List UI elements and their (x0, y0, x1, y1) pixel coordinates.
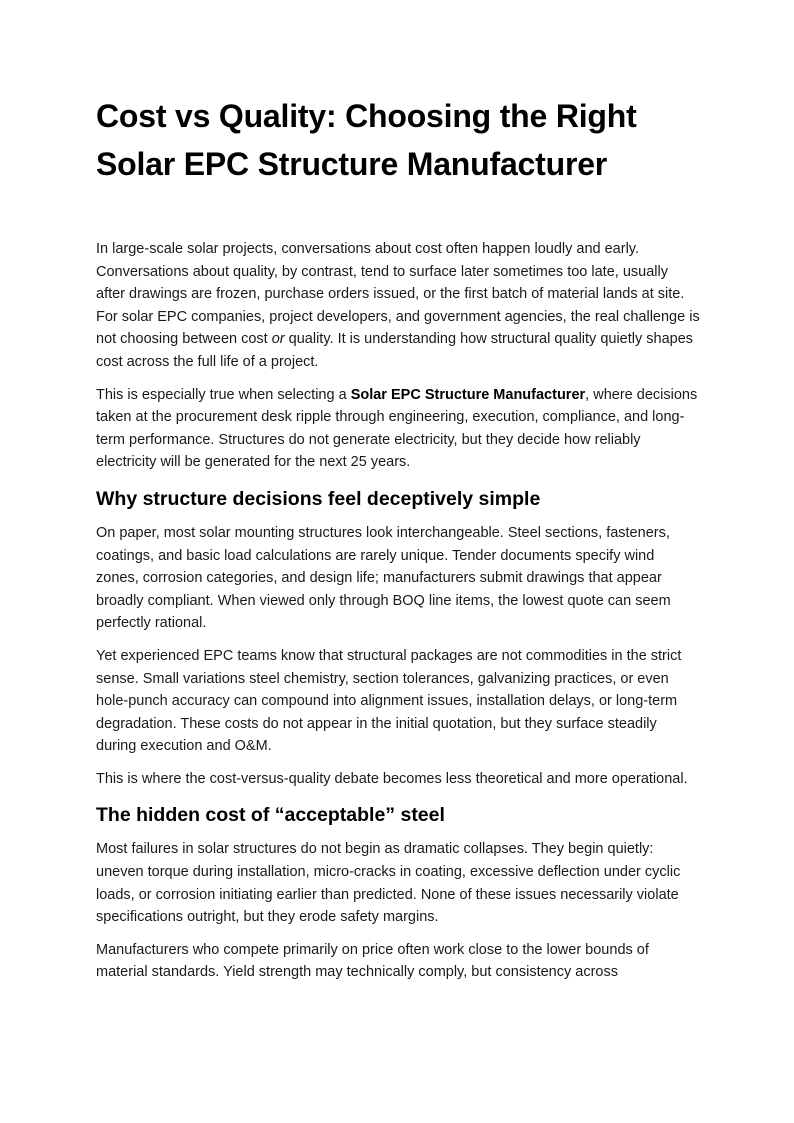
section2-paragraph-1: Most failures in solar structures do not begin as dramatic collapses. They begin quietly: uneven torque during installation, micro-cracks in coating, excessive deflection under cyclic loads, or corrosion initiating earlier than predicted. None of these issues necessarily violate specifications outright, but they erode safety margins. (96, 841, 681, 926)
intro-text: , where decisions taken at the procurement desk ripple through engineering, execution, compliance, and long-term performance. Structures do not generate electricity, but they decide how reliably electricity will be generated for the next 25 years. (96, 386, 698, 471)
document-page (96, 92, 700, 984)
intro-paragraph-2 (96, 384, 700, 474)
section-heading-1: Why structure decisions feel deceptively simple (96, 487, 541, 510)
intro-paragraph-1 (96, 238, 700, 374)
spacer (96, 635, 700, 645)
section-heading-2: The hidden cost of “acceptable” steel (96, 804, 445, 827)
section1-paragraph-2: Yet experienced EPC teams know that structural packages are not commodities in the strict sense. Small variations steel chemistry, section tolerances, galvanizing practices, or even hole-punch accuracy can compound into alignment issues, installation delays, or long-term degradation. These costs do not appear in the initial quotation, but they surface steadily during execution and O&M. (96, 647, 682, 755)
spacer (96, 374, 700, 384)
spacer (96, 790, 700, 802)
section1-paragraph-1: On paper, most solar mounting structures look interchangeable. Steel sections, fasteners, coatings, and basic load calculations are rarely unique. Tender documents specify wind zones, corrosion categories, and design life; manufacturers submit drawings that appear broadly compliant. When viewed only through BOQ line items, the lowest quote can seem perfectly rational. (96, 524, 671, 632)
spacer (96, 828, 700, 838)
spacer (96, 188, 700, 238)
section2-paragraph-2: Manufacturers who compete primarily on price often work close to the lower bounds of material standards. Yield strength may technically comply, but consistency across (96, 941, 649, 981)
emphasis-text: or (271, 331, 285, 348)
spacer (96, 474, 700, 486)
bold-keyword: Solar EPC Structure Manufacturer (350, 386, 586, 403)
intro-text: This is especially true when selecting a (96, 386, 351, 403)
spacer (96, 758, 700, 768)
spacer (96, 512, 700, 522)
page-title: Cost vs Quality: Choosing the Right Solar EPC Structure Manufacturer (96, 98, 637, 182)
spacer (96, 929, 700, 939)
intro-text: In large-scale solar projects, conversations about cost often happen loudly and early. Conversations about quality, by contrast, tend to surface later sometimes too late, usually after drawings are frozen, purchase orders issued, or the first batch of material lands at site. For solar EPC companies, project developers, and government agencies, the real challenge is not choosing between cost (96, 241, 700, 348)
intro-text: quality. It is understanding how structural quality quietly shapes cost across the full life of a project. (96, 331, 694, 370)
section1-paragraph-3: This is where the cost-versus-quality debate becomes less theoretical and more operational. (96, 770, 688, 787)
